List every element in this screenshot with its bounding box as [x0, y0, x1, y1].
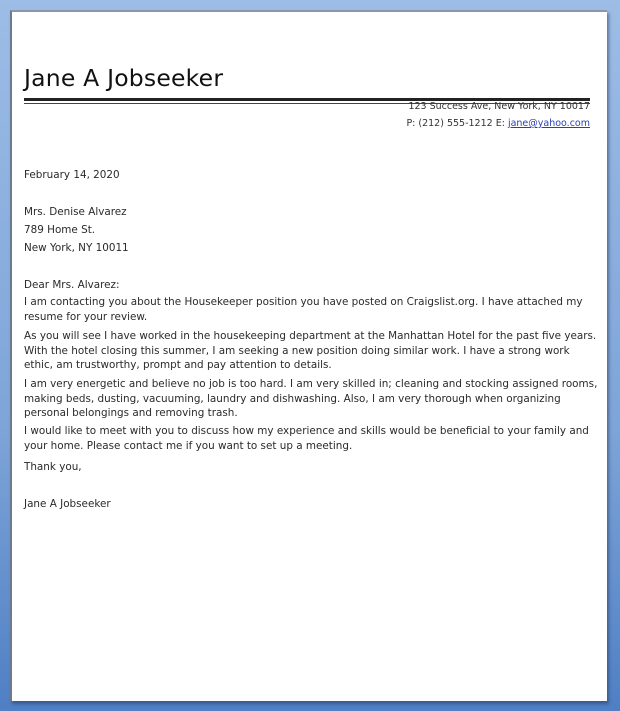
paragraph-4: I would like to meet with you to discuss how my experience and skills would be beneficial to your family and your home. Please contact me if you want to set up a meeting.	[24, 425, 589, 452]
signature: Jane A Jobseeker	[24, 498, 111, 510]
paragraph-3: I am very energetic and believe no job is too hard. I am very skilled in; cleaning and stocking assigned rooms, making beds, dusting, vacuuming, laundry and dishwashing. Also, I am very thorough when organizing personal belongings and removing trash.	[24, 378, 598, 419]
letter-page	[10, 10, 607, 701]
recipient-street: 789 Home St.	[24, 224, 96, 236]
paragraph-1: I am contacting you about the Housekeeper position you have posted on Craigslist.org. I have attached my resume for your review.	[24, 296, 583, 323]
sender-email-link[interactable]: jane@yahoo.com	[507, 118, 590, 129]
paragraph-2: As you will see I have worked in the housekeeping department at the Manhattan Hotel for the past five years. With the hotel closing this summer, I am seeking a new position doing similar work. I have a strong work ethic, am trustworthy, prompt and pay attention to details.	[24, 330, 597, 371]
salutation: Dear Mrs. Alvarez:	[24, 279, 120, 291]
sender-contact	[406, 118, 590, 129]
recipient-name: Mrs. Denise Alvarez	[24, 206, 127, 218]
sender-name-heading: Jane A Jobseeker	[24, 64, 224, 92]
closing: Thank you,	[24, 461, 82, 473]
sender-address: 123 Success Ave, New York, NY 10017	[408, 101, 590, 112]
letter-date: February 14, 2020	[24, 169, 120, 181]
recipient-city: New York, NY 10011	[24, 242, 129, 254]
sender-phone: P: (212) 555-1212 E:	[406, 118, 508, 129]
